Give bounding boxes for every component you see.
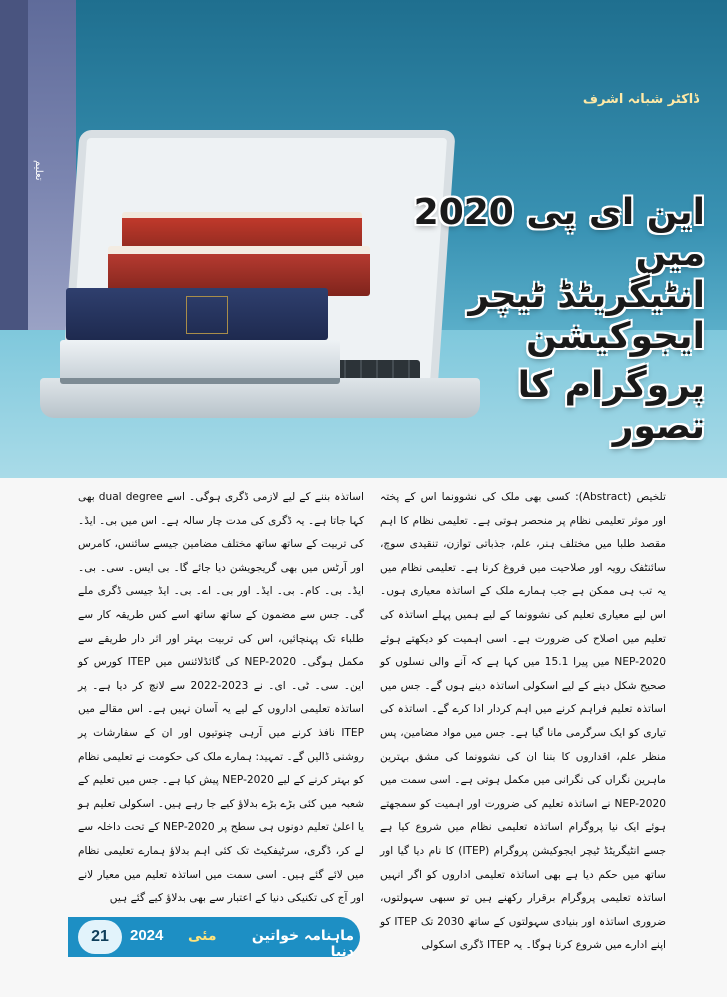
issue-year: 2024: [130, 927, 164, 944]
issue-month: مئی: [188, 928, 217, 944]
author-name: ڈاکٹر شبانہ اشرف: [582, 92, 699, 107]
laptop-base-image: [40, 378, 480, 418]
paragraph: تلخیص (Abstract): کسی بھی ملک کی نشوونما اس کے پختہ اور موثر تعلیمی نظام پر منحصر ہوتی ہے۔ تعلیمی نظام کا اہم مقصد طلبا میں مختلف ہنر، علم، جذباتی توازن، تنقیدی سوچ، سائنٹفک رویہ اور صلاحیت میں فروغ کرنا ہے۔ تعلیمی نظام میں یہ تب ہی ممکن ہے جب ہمارے ملک کے اساتذہ معیاری ہوں۔ اس لیے معیاری تعلیم کی نشوونما کے لیے ہمیں پہلے اساتذہ کی تعلیم میں اصلاح کی ضرورت ہے۔ اسی اہمیت کو دیکھتے ہوئے NEP-2020 میں پیرا 15.1 میں کہا ہے کہ آنے والی نسلوں کو صحیح شکل دینے کے لیے اسکولی اساتذہ دینے ہوں گے۔ جس میں اساتذہ تعلیم فراہم کرنے میں اہم کردار ادا کرے گے۔ اساتذہ کی تیاری کو ایک سرگرمی مانا گیا ہے۔ جس میں مواد مضامین، پس منظر علم، اقداروں کا بننا ان کی نشوونما کی مشق بہترین ماہرین نگراں کی نگرانی میں مکمل ہوتی ہے۔ اسی سمت میں NEP-2020 نے اساتذہ تعلیم کی ضرورت اور اہمیت کو سمجھتے ہوئے ایک نیا پروگرام اساتذہ تعلیمی نظام میں شروع کیا ہے جسے انٹیگریٹڈ ٹیچر ایجوکیشن پروگرام (ITEP) کا نام دیا گیا اور ساتھ میں حکم دیا ہے بھی اساتذہ تعلیمی اداروں کو اگر انہیں اساتذہ تعلیمی پروگرام برقرار رکھنے ہیں تو سبھی سہولتوں، ضروری اساتذہ اور بنیادی سہولتوں کے ساتھ 2030 تک ITEP کو اپنے ادارے میں شروع کرنا ہوگا۔ یہ ITEP ڈگری اسکولی: [380, 491, 666, 952]
article-title-line-2: انٹیگریٹڈ ٹیچر ایجوکیشن: [468, 275, 705, 357]
article-title-line-3: پروگرام کا تصور: [517, 365, 705, 447]
article-column-right: [380, 486, 666, 952]
book-image: [66, 288, 328, 340]
page-number: 21: [78, 920, 122, 954]
book-image: [60, 340, 340, 384]
paragraph: اساتذہ بننے کے لیے لازمی ڈگری ہوگی۔ اسے dual degree بھی کہا جاتا ہے۔ یہ ڈگری کی مدت چار سالہ ہے۔ اس میں بی۔ ایڈ۔ کی تربیت کے ساتھ ساتھ مختلف مضامین جیسے سائنس، کامرس اور آرٹس میں بھی گریجویشن دیا جائے گا۔ بی ایس۔ سی۔ بی۔ ایڈ۔ بی۔ کام۔ بی۔ ایڈ۔ اور بی۔ اے۔ بی۔ ایڈ جیسی ڈگری ملے گی۔ جس سے مضمون کے ساتھ ساتھ اسے کس طریقہ کار سے طلباء تک پہنچائیں، اس کی تربیت بہتر اور اثر دار طریقے سے مکمل ہوگی۔ NEP-2020 کی گائڈلائنس میں ITEP کورس کو این۔ سی۔ ٹی۔ ای۔ نے 2023-2022 سے لانچ کر دیا ہے۔ پر اساتذہ تعلیمی اداروں کے لیے یہ آسان نہیں ہے۔ اس مقالے میں ITEP نافذ کرنے میں آرہی چنوتیوں اور ان کے سفارشات پر روشنی ڈالیں گے۔ تمہید: ہمارے ملک کی حکومت نے تعلیمی نظام کو بہتر کرنے کے لیے NEP-2020 پیش کیا ہے۔ جس میں تعلیم کے شعبہ میں کئی بڑے بڑے بدلاؤ کیے جا رہے ہیں۔ اسکولی تعلیم ہو یا اعلیٰ تعلیم دونوں ہی سطح پر NEP-2020 کے تحت داخلہ سے لے کر، ڈگری، سرٹیفکیٹ تک کئی اہم بدلاؤ ہمارے تعلیمی نظام میں لائے گئے ہیں۔ اسی سمت میں اساتذہ تعلیم میں معیار لانے اور آج کی تکنیکی دنیا کے اعتبار سے بھی بدلاؤ کیے گئے ہیں: [78, 491, 365, 905]
magazine-name: ماہنامہ خواتین دنیا: [251, 928, 354, 960]
article-column-left: [78, 486, 364, 941]
article-title-line-1: این ای پی 2020 میں: [413, 192, 705, 274]
section-label: تعلیم: [33, 160, 44, 181]
